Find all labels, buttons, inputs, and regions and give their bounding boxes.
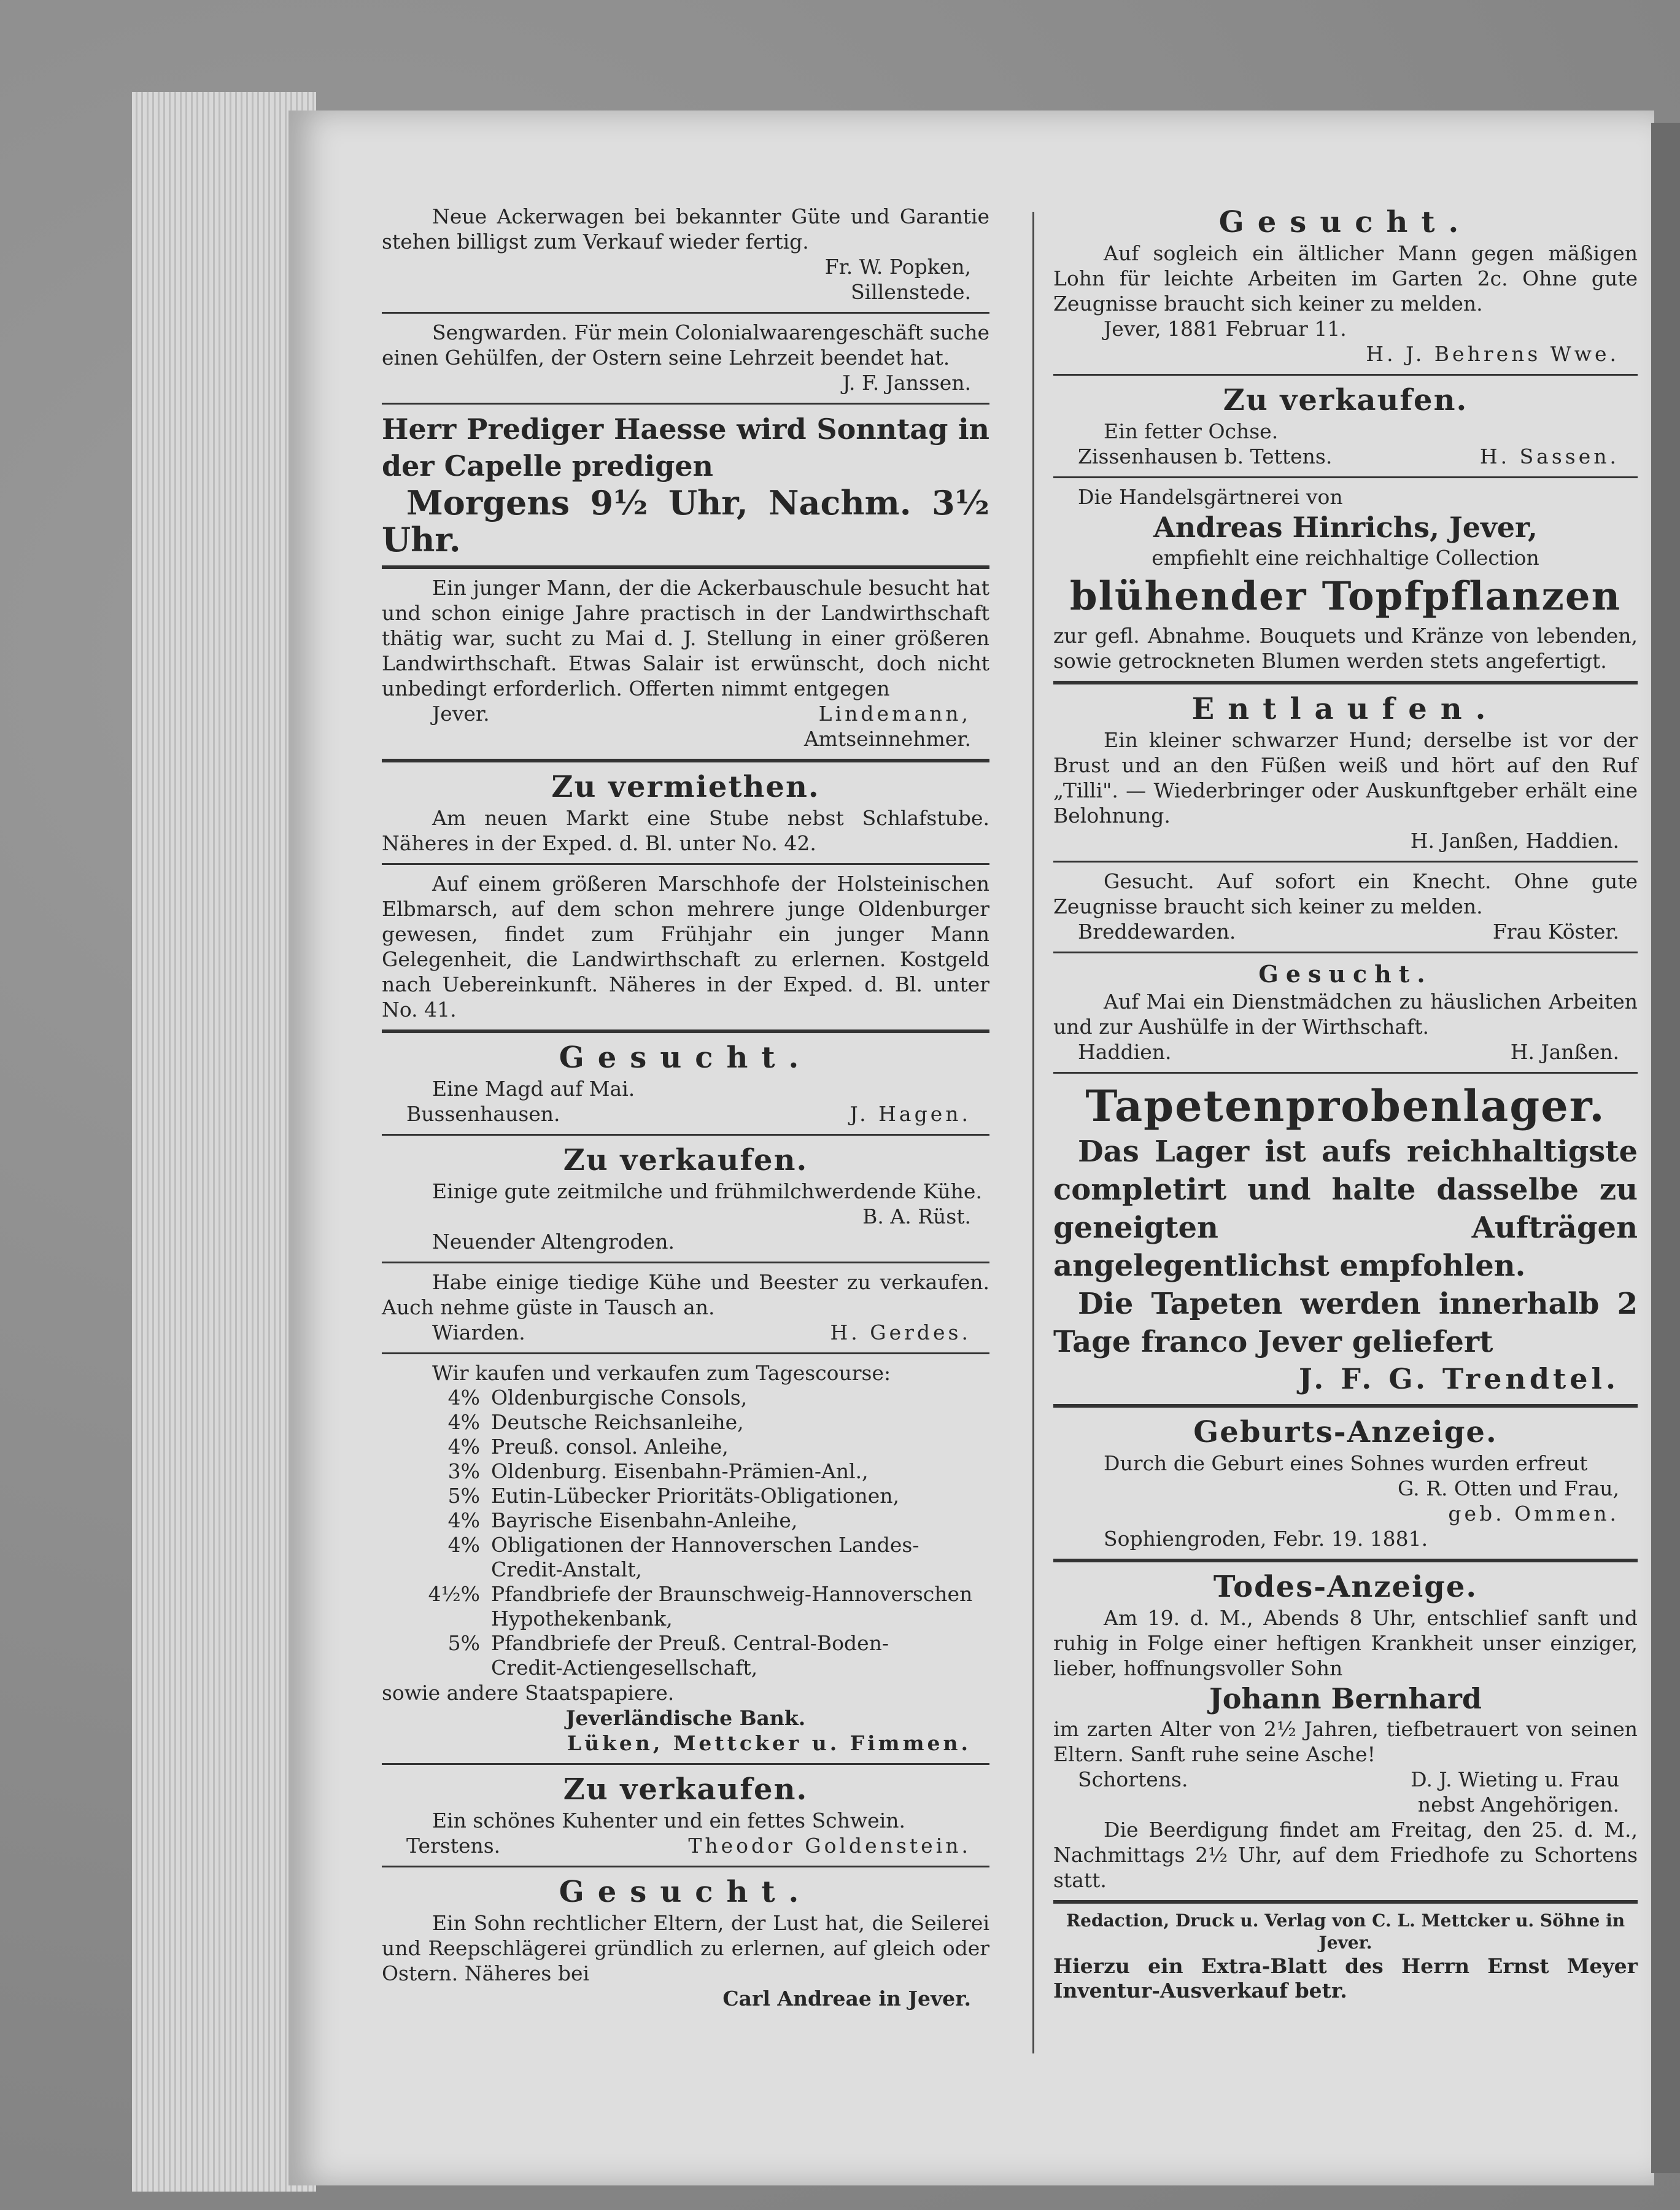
ad-signature: H. Janßen, Haddien. (1410, 829, 1619, 853)
ad-junger-mann (382, 569, 989, 762)
ad-text: Gesucht. Auf sofort ein Knecht. Ohne gute Zeugnisse braucht sich keiner zu melden. (1053, 869, 1638, 918)
ad-place: Zissenhausen b. Tettens. (1078, 444, 1333, 468)
ad-text: Ein schönes Kuhenter und ein fettes Schwein. (432, 1809, 905, 1832)
ad-signature: B. A. Rüst. (862, 1204, 971, 1228)
bond-name: Credit-Anstalt, (491, 1557, 642, 1581)
ad-nee: geb. Ommen. (1448, 1502, 1619, 1526)
bond-name: Credit-Actiengesellschaft, (491, 1656, 758, 1680)
ad-heading: Gesucht. (559, 1041, 813, 1075)
ad-heading: Tapetenprobenlager. (1085, 1080, 1606, 1131)
bond-name: Obligationen der Hannoverschen Landes- (491, 1533, 919, 1557)
ad-place: Sillenstede. (851, 280, 971, 304)
bond-name: Oldenburg. Eisenbahn-Prämien-Anl., (491, 1459, 869, 1483)
ad-zu-verkaufen-kuehe (382, 1136, 989, 1263)
bond-name: Eutin-Lübecker Prioritäts-Obligationen, (491, 1484, 899, 1508)
bond-rate: 5% (447, 1484, 480, 1508)
ad-text: zur gefl. Abnahme. Bouquets und Kränze von lebenden, sowie getrockneten Blumen werden stets angefertigt. (1053, 624, 1638, 673)
ad-tapetenprobenlager (1053, 1074, 1638, 1408)
bond-rate: 3% (447, 1459, 480, 1483)
ad-text: Die Beerdigung findet am Freitag, den 25. d. M., Nachmittags 2½ Uhr, auf dem Friedhofe zu Schortens statt. (1053, 1818, 1638, 1892)
ad-signature: Theodor Goldenstein. (688, 1834, 971, 1858)
ad-line: empfiehlt eine reichhaltige Collection (1152, 546, 1539, 570)
ad-entlaufen (1053, 684, 1638, 863)
ad-gehuelfe (382, 314, 989, 405)
ad-text: im zarten Alter von 2½ Jahren, tiefbetrauert von seinen Eltern. Sanft ruhe seine Asche! (1053, 1717, 1638, 1766)
ad-todes-anzeige (1053, 1562, 1638, 1904)
ad-marschhof (382, 865, 989, 1033)
ad-signature: H. J. Behrens Wwe. (1366, 342, 1619, 366)
ad-text: Die Tapeten werden innerhalb 2 Tage franco Jever geliefert (1053, 1287, 1638, 1359)
ad-place: Breddewarden. (1078, 920, 1236, 944)
ad-signature: H. Sassen. (1479, 444, 1619, 468)
ad-handelsgaertnerei (1053, 478, 1638, 684)
ad-text: Ein kleiner schwarzer Hund; derselbe ist vor der Brust und an den Füßen weiß und hört auf den Ruf „Tilli". — Wiederbringer oder Auskunftgeber erhält eine Belohnung. (1053, 728, 1638, 828)
ad-place: Schortens. (1078, 1767, 1188, 1791)
ad-place: Haddien. (1078, 1040, 1172, 1064)
ad-place: Jever. (432, 702, 490, 726)
ad-zu-verkaufen-ochse (1053, 376, 1638, 478)
bank-name: Jeverländische Bank. (565, 1706, 806, 1730)
ad-text: Durch die Geburt eines Sohnes wurden erfreut (1104, 1451, 1588, 1475)
imprint: Redaction, Druck u. Verlag von C. L. Mettcker u. Söhne in Jever. (1066, 1910, 1625, 1953)
ad-heading: Entlaufen. (1191, 692, 1500, 726)
ad-text: Einige gute zeitmilche und frühmilchwerdende Kühe. (432, 1179, 982, 1203)
left-column (382, 198, 989, 2018)
ad-signature: J. F. Janssen. (842, 371, 971, 395)
ad-text: Neue Ackerwagen bei bekannter Güte und Garantie stehen billigst zum Verkauf wieder fertig. (382, 204, 989, 254)
ad-text: Auf Mai ein Dienstmädchen zu häuslichen Arbeiten und zur Aushülfe in der Wirthschaft. (1053, 990, 1638, 1039)
ad-signature: Carl Andreae in Jever. (722, 1987, 971, 2010)
ad-text: Eine Magd auf Mai. (432, 1077, 635, 1101)
ad-signature: H. Gerdes. (830, 1320, 971, 1344)
bond-name: Deutsche Reichsanleihe, (491, 1410, 744, 1434)
bond-rate: 5% (447, 1631, 480, 1655)
ad-heading: Zu verkaufen. (563, 1143, 808, 1177)
bond-name: Pfandbriefe der Braunschweig-Hannoverschen Hypothekenbank, (491, 1582, 973, 1630)
ad-heading: Gesucht. (559, 1875, 813, 1909)
ad-bank-kurse (382, 1354, 989, 1765)
ad-gesucht-dienstmaedchen (1053, 953, 1638, 1074)
right-column (1053, 198, 1638, 2010)
ad-zu-verkaufen-schwein (382, 1765, 989, 1867)
ad-heading: Gesucht. (1218, 205, 1473, 239)
ad-text: Das Lager ist aufs reichhaltigste completirt und halte dasselbe zu geneigten Aufträgen angelegentlichst empfohlen. (1053, 1134, 1638, 1283)
ad-line: Herr Prediger Haesse wird Sonntag in der Capelle predigen (382, 413, 989, 483)
ad-text: Habe einige tiedige Kühe und Beester zu verkaufen. Auch nehme güste in Tausch an. (382, 1270, 989, 1319)
column-divider (1032, 212, 1034, 2053)
ad-heading: Todes-Anzeige. (1213, 1570, 1478, 1604)
ad-signature: Fr. W. Popken, (824, 255, 971, 279)
ad-place: Terstens. (406, 1834, 501, 1858)
ad-tiedige-kuehe (382, 1263, 989, 1354)
ad-signature: G. R. Otten und Frau, (1397, 1476, 1619, 1500)
ad-text: Auf sogleich ein ältlicher Mann gegen mäßigen Lohn für leichte Arbeiten im Garten 2c. Ohne gute Zeugnisse braucht sich keiner zu melden. (1053, 241, 1638, 316)
deceased-name: Johann Bernhard (1209, 1682, 1482, 1715)
ad-signature: J. F. G. Trendtel. (1299, 1362, 1619, 1395)
ad-text: Auf einem größeren Marschhofe der Holsteinischen Elbmarsch, auf dem schon mehrere junge Oldenburger gewesen, findet zum Frühjahr ein junger Mann Gelegenheit, die Landwirthschaft zu erlernen. Kostgeld nach Uebereinkunft. Näheres in der Exped. d. Bl. unter No. 41. (382, 872, 989, 1022)
bond-name: Pfandbriefe der Preuß. Central-Boden- (491, 1631, 889, 1655)
ad-intro: Die Handelsgärtnerei von (1078, 485, 1343, 509)
ad-text: Sengwarden. Für mein Colonialwaarengeschäft suche einen Gehülfen, der Ostern seine Lehrzeit beendet hat. (382, 320, 989, 370)
ad-prediger (382, 405, 989, 569)
page-footer (1053, 1904, 1638, 2010)
book-right-edge (1651, 123, 1680, 2173)
ad-heading: Zu vermiethen. (551, 770, 820, 804)
ad-text: Ein junger Mann, der die Ackerbauschule besucht hat und schon einige Jahre practisch in der Landwirthschaft thätig war, sucht zu Mai d. J. Stellung in einer größeren Landwirthschaft. Etwas Salair ist erwünscht, doch nicht unbedingt erforderlich. Offerten nimmt entgegen (382, 576, 989, 700)
ad-text: Am neuen Markt eine Stube nebst Schlafstube. Näheres in der Exped. d. Bl. unter No. 42. (382, 806, 989, 855)
bond-rate: 4½% (428, 1582, 480, 1606)
ad-heading: Geburts-Anzeige. (1193, 1415, 1498, 1449)
ad-signature: J. Hagen. (850, 1102, 971, 1126)
ad-gesucht-knecht (1053, 863, 1638, 953)
bond-name: Bayrische Eisenbahn-Anleihe, (491, 1508, 798, 1532)
product-name: blühender Topfpflanzen (1069, 573, 1622, 619)
bond-rate: 4% (447, 1410, 480, 1434)
extra-note: Hierzu ein Extra-Blatt des Herrn Ernst Meyer Inventur-Ausverkauf betr. (1053, 1954, 1638, 2003)
bond-rate: 4% (447, 1386, 480, 1409)
ad-place: Wiarden. (432, 1320, 525, 1344)
bond-name: Oldenburgische Consols, (491, 1386, 748, 1409)
ad-zu-vermiethen (382, 762, 989, 865)
ad-heading: Zu verkaufen. (1223, 383, 1468, 417)
bond-rate: 4% (447, 1533, 480, 1557)
ad-title: Amtseinnehmer. (803, 727, 971, 751)
ad-heading: Gesucht. (1258, 960, 1433, 988)
ad-gesucht-magd (382, 1033, 989, 1136)
ad-signature: Frau Köster. (1492, 920, 1619, 944)
ad-intro: Wir kaufen und verkaufen zum Tagescourse: (432, 1361, 891, 1385)
bond-rate: 4% (447, 1435, 480, 1459)
ad-heading: Zu verkaufen. (563, 1772, 808, 1807)
ad-date: Jever, 1881 Februar 11. (1104, 317, 1347, 341)
bond-rate: 4% (447, 1508, 480, 1532)
bond-name: Preuß. consol. Anleihe, (491, 1435, 729, 1459)
ad-signature-2: nebst Angehörigen. (1417, 1793, 1619, 1816)
ad-text: Ein fetter Ochse. (1104, 419, 1279, 443)
ad-place: Bussenhausen. (406, 1102, 560, 1126)
ad-gesucht-seilerei (382, 1867, 989, 2018)
ad-geburts-anzeige (1053, 1408, 1638, 1562)
ad-signature: Lüken, Mettcker u. Fimmen. (567, 1731, 971, 1755)
ad-date: Sophiengroden, Febr. 19. 1881. (1104, 1527, 1428, 1551)
ad-text: Am 19. d. M., Abends 8 Uhr, entschlief sanft und ruhig in Folge einer heftigen Krankheit unser einziger, lieber, hoffnungsvoller Sohn (1053, 1606, 1638, 1680)
ad-gesucht-mann (1053, 198, 1638, 376)
firm-name: Andreas Hinrichs, Jever, (1153, 511, 1538, 544)
ad-ackerwagen (382, 198, 989, 314)
ad-signature: Lindemann, (818, 702, 971, 726)
ad-line: Morgens 9½ Uhr, Nachm. 3½ Uhr. (382, 483, 989, 559)
ad-text: Ein Sohn rechtlicher Eltern, der Lust hat, die Seilerei und Reepschlägerei gründlich zu erlernen, auf gleich oder Ostern. Näheres bei (382, 1911, 989, 1985)
ad-signature: D. J. Wieting u. Frau (1411, 1767, 1619, 1791)
ad-place: Neuender Altengroden. (432, 1230, 675, 1254)
ad-signature: H. Janßen. (1510, 1040, 1619, 1064)
ad-outro: sowie andere Staatspapiere. (382, 1681, 675, 1705)
